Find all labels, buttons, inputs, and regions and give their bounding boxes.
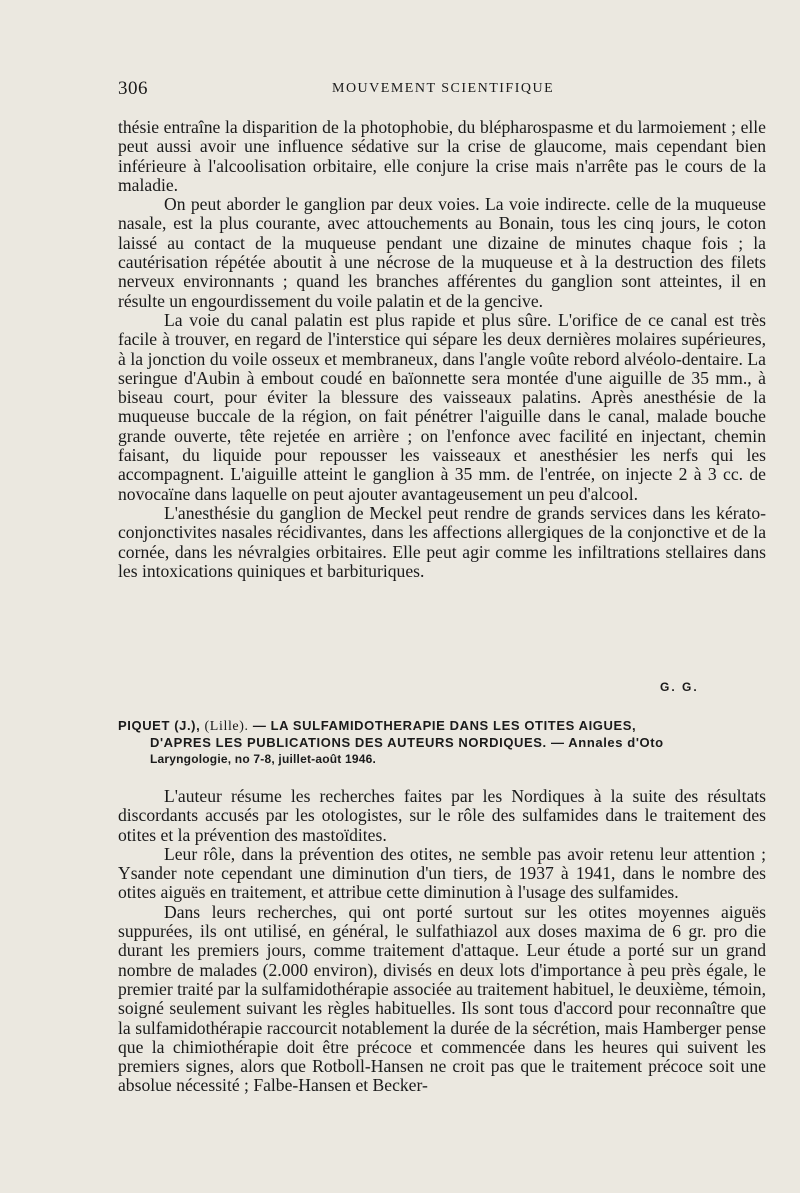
article-header-line-1: [118, 718, 768, 735]
paragraph-4: L'anesthésie du ganglion de Meckel peut rendre de grands services dans les kérato-conjonctivites nasales récidivantes, dans les affections allergiques de la conjonctive et de la cornée, dans les névralgies orbitaires. Elle peut agir comme les infiltrations stellaires dans les intoxications quiniques et barbituriques.: [118, 502, 766, 581]
running-title: MOUVEMENT SCIENTIFIQUE: [332, 81, 555, 96]
article-title-line-1: — LA SULFAMIDOTHERAPIE DANS LES OTITES AIGUES,: [252, 718, 637, 733]
article-citation: Laryngologie, no 7-8, juillet-août 1946.: [150, 752, 377, 766]
article-title-line-2: D'APRES LES PUBLICATIONS DES AUTEURS NORDIQUES. — Annales d'Oto: [150, 735, 664, 750]
article-location: (Lille).: [204, 719, 249, 734]
article-author: PIQUET (J.),: [118, 718, 201, 733]
signature-initials: G. G.: [660, 680, 699, 694]
paragraph-2: On peut aborder le ganglion par deux voies. La voie indirecte. celle de la muqueuse nasale, est la plus courante, avec attouchements au Bonain, tous les cinq jours, le coton laissé au contact de la muqueuse pendant une dizaine de minutes chaque fois ; la cautérisation répétée aboutit à une nécrose de la muqueuse et à la destruction des filets nerveux environnants ; quand les branches afférentes du ganglion sont atteintes, il en résulte un engourdissement du voile palatin et de la gencive.: [118, 194, 766, 311]
running-head: [118, 78, 758, 102]
paragraph-3: La voie du canal palatin est plus rapide et plus sûre. L'orifice de ce canal est très facile à trouver, en regard de l'interstice qui sépare les deux dernières molaires supérieures, à la jonction du voile osseux et membraneux, dans l'angle voûte rebord alvéolo-dentaire. La seringue d'Aubin à embout coudé en baïonnette sera montée d'une aiguille de 35 mm., à biseau court, pour éviter la blessure des vaisseaux palatins. Après anesthésie de la muqueuse buccale de la région, on fait pénétrer l'aiguille dans le canal, malade bouche grande ouverte, tête rejetée en arrière ; on l'enfonce avec facilité en injectant, chemin faisant, du liquide pour repousser les vaisseaux et anesthésier les nerfs qui les accompagnent. L'aiguille atteint le ganglion à 35 mm. de l'entrée, on injecte 2 à 3 cc. de novocaïne dans laquelle on peut ajouter avantageusement un peu d'alcool.: [118, 309, 766, 504]
article-paragraph-1: L'auteur résume les recherches faites par les Nordiques à la suite des résultats discordants accusés par les otologistes, sur le rôle des sulfamides dans le traitement des otites et la prévention des mastoïdites.: [118, 786, 766, 845]
article-paragraph-2: Leur rôle, dans la prévention des otites, ne semble pas avoir retenu leur attention ; Ysander note cependant une diminution d'un tiers, de 1937 à 1941, dans le nombre des otites aiguës en traitement, et attribue cette diminution à l'usage des sulfamides.: [118, 843, 766, 903]
article-body: [118, 787, 766, 1096]
article-header: [118, 718, 768, 767]
page-number: 306: [118, 78, 148, 99]
paragraph-1: thésie entraîne la disparition de la photophobie, du blépharospasme et du larmoiement ; elle peut aussi avoir une influence sédative sur la crise de glaucome, mais cependant bien inférieure à l'alcoolisation orbitaire, elle conjure la crise mais n'arrête pas le cours de la maladie.: [118, 117, 766, 195]
section-body: [118, 118, 766, 581]
article-paragraph-3: Dans leurs recherches, qui ont porté surtout sur les otites moyennes aiguës suppurées, ils ont utilisé, en général, le sulfathiazol aux doses maxima de 6 gr. pro die durant les premiers jours, comme traitement d'attaque. Leur étude a porté sur un grand nombre de malades (2.000 environ), divisés en deux lots d'importance à peu près égale, le premier traité par la sulfamidothérapie associée au traitement habituel, le deuxième, témoin, soigné seulement suivant les règles habituelles. Ils sont tous d'accord pour reconnaître que la sulfamidothérapie raccourcit notablement la durée de la sécrétion, mais Hamberger pense que la chimiothérapie doit être précoce et commencée dans les heures qui suivent les premiers signes, alors que Rotboll-Hansen ne croit pas que le traitement précoce soit une absolue nécessité ; Falbe-Hansen et Becker-: [118, 901, 766, 1096]
